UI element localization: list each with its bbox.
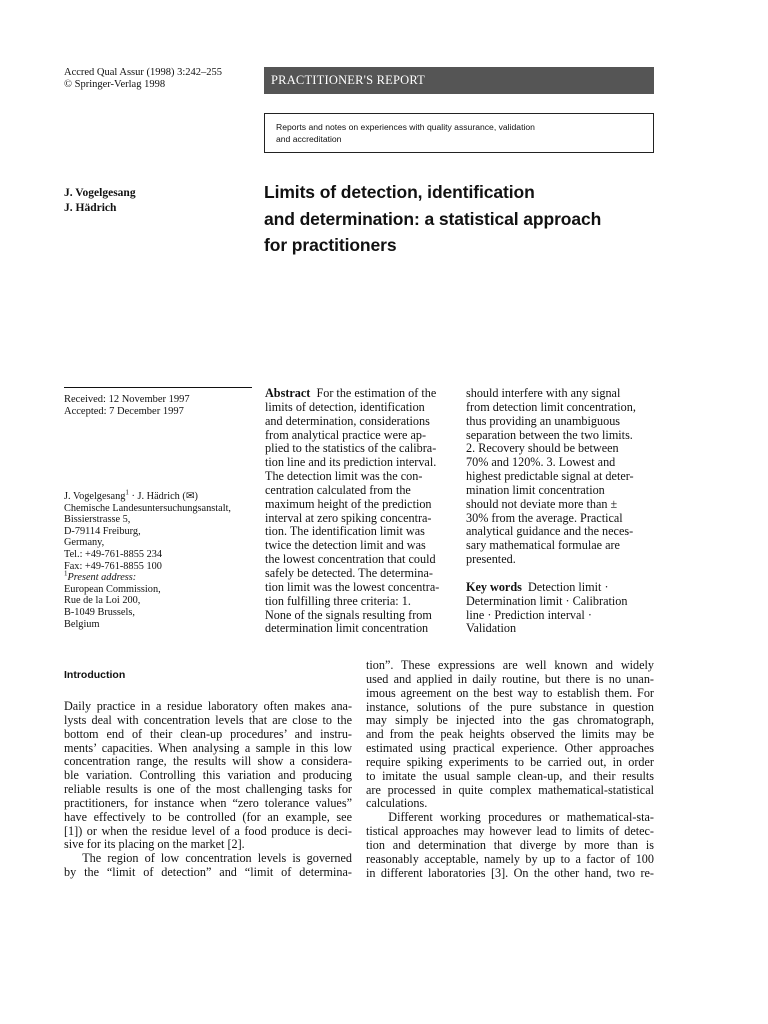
address-line: Rue de la Loi 200,	[64, 595, 141, 607]
abstract-line: should not deviate more than ±	[466, 496, 618, 511]
copyright-line: © Springer-Verlag 1998	[64, 79, 166, 90]
abstract-line: should interfere with any signal	[466, 386, 621, 400]
abstract-line: determination limit concentration	[265, 621, 429, 636]
address-author-text: )	[194, 491, 198, 502]
journal-citation	[64, 67, 222, 91]
address-line: Germany,	[64, 537, 105, 549]
body-line: by the “limit of detection” and “limit of determina-	[64, 865, 352, 880]
fax-line: Fax: +49-761-8855 100	[64, 560, 162, 572]
abstract-line: tion. The identification limit was	[265, 524, 425, 539]
section-scope-box	[264, 113, 654, 153]
body-line: instance, solutions of the pure substance in question	[366, 699, 654, 714]
received-date: Received: 12 November 1997	[64, 394, 190, 405]
abstract-column-1	[265, 387, 455, 636]
body-line: ble variation. Controlling this variation and producing	[64, 768, 352, 783]
body-line: tistical approaches may however lead to limits of detec-	[366, 824, 654, 839]
body-line: imous agreement on the best way to establish them. For	[366, 685, 654, 700]
abstract-line: from detection limit concentration,	[466, 399, 636, 414]
phone-line: Tel.: +49-761-8855 234	[64, 548, 163, 560]
body-line: tion and determination that diverge by more than is	[366, 837, 654, 852]
article-title	[264, 179, 664, 259]
abstract-line: 2. Recovery should be between	[466, 441, 619, 456]
abstract-line: 30% from the average. Practical	[466, 510, 623, 525]
body-line: in different laboratories [3]. On the other hand, two re-	[366, 865, 654, 880]
body-line: concentration range, the results will show a considera-	[64, 754, 352, 769]
address-line: European Commission,	[64, 583, 161, 595]
body-line: lysts deal with concentration levels that are close to the	[64, 712, 352, 727]
abstract-line: maximum height of the prediction	[265, 496, 432, 511]
envelope-icon: ✉	[185, 491, 195, 502]
abstract-line: from analytical practice were ap-	[265, 427, 427, 442]
address-line: Chemische Landesuntersuchungsanstalt,	[64, 502, 231, 514]
body-line: ments’ capacities. When analysing a sample in this low	[64, 740, 352, 755]
body-line: [1]) or when the residue level of a food produce is deci-	[64, 823, 352, 838]
body-line: may simply be injected into the gas chromatograph,	[366, 713, 654, 728]
article-dates	[64, 394, 190, 418]
keywords-line	[466, 581, 656, 595]
abstract-line: mination limit concentration	[466, 482, 605, 497]
address-authors	[64, 488, 231, 503]
body-line: bottom end of their clean-up procedures’ and instru-	[64, 726, 352, 741]
abstract-line: twice the detection limit and was	[265, 538, 426, 553]
abstract-line: None of the signals resulting from	[265, 607, 432, 622]
body-line: used and applied in daily routine, but there is no unan-	[366, 671, 654, 686]
abstract-line: the lowest concentration that could	[265, 552, 436, 567]
title-line: Limits of detection, identification	[264, 182, 535, 202]
section-heading-introduction: Introduction	[64, 669, 126, 681]
abstract-line: thus providing an unambiguous	[466, 413, 621, 428]
body-column-left	[64, 700, 352, 880]
abstract-line: and determination, considerations	[265, 413, 430, 428]
body-line: reasonably acceptable, namely by up to a factor of 100	[366, 851, 654, 866]
body-line: are processed in quite complex mathematical-statistical	[366, 782, 654, 797]
body-line: calculations.	[366, 796, 428, 811]
body-column-right	[366, 659, 654, 881]
title-line: for practitioners	[264, 235, 397, 255]
present-address-heading: Present address:	[67, 572, 137, 584]
author-name: J. Hädrich	[64, 202, 117, 214]
body-line: Daily practice in a residue laboratory often makes ana-	[64, 699, 352, 713]
spacer-line	[466, 567, 656, 581]
scope-text-line: and accreditation	[276, 133, 342, 144]
abstract-line: separation between the two limits.	[466, 427, 633, 442]
address-line: Bissierstrasse 5,	[64, 514, 131, 526]
body-line: and from the peak heights observed the limits may be	[366, 727, 654, 742]
author-list	[64, 186, 136, 216]
journal-citation-line: Accred Qual Assur (1998) 3:242–255	[64, 67, 223, 78]
address-line: B-1049 Brussels,	[64, 606, 135, 618]
abstract-line: tion limit was the lowest concentra-	[265, 579, 440, 594]
body-line: estimated using practical experience. Other approaches	[366, 741, 654, 756]
address-author-text: J. Vogelgesang	[64, 491, 126, 502]
keywords-line: line · Prediction interval ·	[466, 607, 592, 622]
keywords-heading: Key words	[466, 579, 522, 594]
present-address-label	[64, 569, 231, 584]
keywords-text: Detection limit ·	[527, 579, 609, 594]
abstract-column-2	[466, 387, 656, 636]
abstract-line: safely be detected. The determina-	[265, 565, 433, 580]
footnote-marker: 1	[64, 569, 68, 578]
keywords-line: Validation	[466, 621, 517, 636]
address-author-text: · J. Hädrich (	[128, 491, 186, 502]
body-line: tion”. These expressions are well known and widely	[366, 658, 654, 672]
abstract-line: presented.	[466, 552, 516, 567]
abstract-line: analytical guidance and the neces-	[466, 524, 634, 539]
footnote-marker: 1	[125, 488, 129, 497]
section-banner: PRACTITIONER'S REPORT	[264, 67, 654, 94]
body-line: have effectively to be controlled (for an example, see	[64, 809, 352, 824]
abstract-line: centration calculated from the	[265, 482, 411, 497]
body-line: The region of low concentration levels is governed	[64, 851, 352, 866]
body-line: Different working procedures or mathematical-sta-	[366, 810, 654, 825]
abstract-line: 70% and 120%. 3. Lowest and	[466, 455, 616, 470]
abstract-text: For the estimation of the	[316, 386, 437, 400]
abstract-heading: Abstract	[265, 386, 311, 400]
author-name: J. Vogelgesang	[64, 187, 136, 199]
scope-text-line: Reports and notes on experiences with quality assurance, validation	[276, 122, 535, 132]
body-line: to imitate the usual sample clean-up, and their results	[366, 768, 654, 783]
abstract-line: plied to the statistics of the calibra-	[265, 441, 437, 456]
abstract-line: tion line and its prediction interval.	[265, 455, 437, 470]
abstract-line: The detection limit was the con-	[265, 469, 423, 484]
body-line: practitioners, for instance when “zero tolerance values”	[64, 795, 352, 810]
title-line: and determination: a statistical approach	[264, 208, 602, 229]
abstract-line: highest predictable signal at deter-	[466, 469, 634, 484]
abstract-line: tion fulfilling three criteria: 1.	[265, 593, 411, 608]
body-line: sive for its placing on the market [2].	[64, 837, 245, 852]
body-line: require spiking experiments to be carried out, in order	[366, 754, 654, 769]
abstract-line: sary mathematical formulae are	[466, 538, 620, 553]
abstract-line: interval at zero spiking concentra-	[265, 510, 432, 525]
address-line: D-79114 Freiburg,	[64, 525, 141, 537]
accepted-date: Accepted: 7 December 1997	[64, 406, 184, 417]
divider-rule	[64, 387, 252, 388]
keywords-line: Determination limit · Calibration	[466, 593, 628, 608]
address-line: Belgium	[64, 618, 100, 630]
body-line: reliable results is one of the most challenging tasks for	[64, 782, 352, 797]
abstract-line: limits of detection, identification	[265, 399, 425, 414]
abstract-line	[265, 387, 455, 401]
correspondence-address	[64, 488, 231, 630]
